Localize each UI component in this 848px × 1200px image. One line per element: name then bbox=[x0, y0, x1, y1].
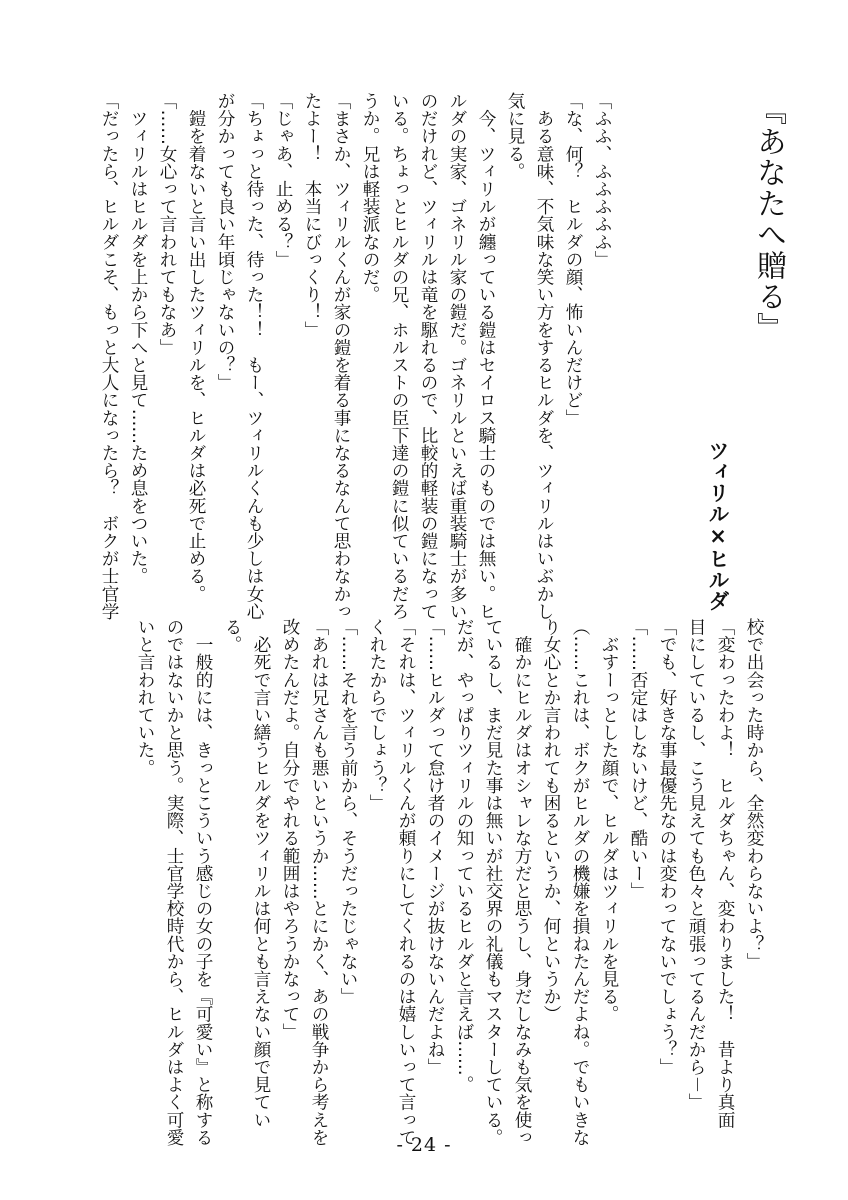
text-column: 改めたんだよ。自分でやれる範囲はやろうかなって」 bbox=[280, 618, 300, 1041]
text-column: 「それは、ツィリルくんが頼りにしてくれるのは嬉しいって言って bbox=[396, 618, 416, 1146]
text-column: 「……女心って言われてもなあ」 bbox=[157, 92, 177, 356]
text-column: が分かっても良い年頃じゃないの？」 bbox=[215, 92, 235, 392]
text-column: ツィリルはヒルダを上から下へと見て……ため息をついた。 bbox=[128, 92, 148, 585]
text-column: 一般的には、きっとこういう感じの女の子を『可愛い』と称する bbox=[193, 618, 213, 1146]
pairing-label: ツィリル×ヒルダ bbox=[706, 440, 730, 611]
text-column: いる。ちょっとヒルダの兄、ホルストの臣下達の鎧に似ているだろ bbox=[389, 92, 409, 620]
text-column: のだけれど、ツィリルは竜を駆れるので、比較的軽装の鎧になって bbox=[418, 92, 438, 620]
text-column: 「変わったわよ！ ヒルダちゃん、変わりました！ 昔より真面 bbox=[715, 618, 735, 1129]
text-column: 鎧を着ないと言い出したツィリルを、ヒルダは必死で止める。 bbox=[186, 92, 206, 603]
text-column: （……これは、ボクがヒルダの機嫌を損ねたんだよね。でもいきな bbox=[570, 618, 590, 1146]
text-column: 必死で言い繕うヒルダをツィリルは何とも言えない顔で見てい bbox=[251, 618, 271, 1129]
text-column: 「まさか、ツィリルくんが家の鎧を着る事になるなんて思わなかっ bbox=[331, 92, 351, 620]
text-column: 「ふふ、ふふふふふ」 bbox=[592, 92, 612, 268]
text-column: 「でも、好きな事最優先なのは変わってないでしょう？」 bbox=[657, 618, 677, 1076]
text-column: 校で出会った時から、全然変わらないよ？」 bbox=[744, 618, 764, 970]
text-column: 「ちょっと待った、待った！！ もー、ツィリルくんも少しは女心 bbox=[244, 92, 264, 620]
text-column: 目にしているし、こう見えても色々と頑張ってるんだから－」 bbox=[686, 618, 706, 1111]
page-number: - 24 - bbox=[396, 1134, 452, 1156]
story-title: 『あなたへ贈る』 bbox=[751, 95, 786, 343]
text-column: 今、ツィリルが纏っている鎧はセイロス騎士のものでは無い。ヒ bbox=[476, 92, 496, 620]
text-column: 「……ヒルダって怠け者のイメージが抜けないんだよね」 bbox=[425, 618, 445, 1076]
text-column: 「……否定はしないけど、酷いー」 bbox=[628, 618, 648, 900]
text-column: る。 bbox=[222, 618, 242, 654]
text-column: 「だったら、ヒルダこそ、もっと大人になったら？ ボクが士官学 bbox=[99, 92, 119, 620]
text-column: 「じゃあ、止める？」 bbox=[273, 92, 293, 268]
text-column: り女心とか言われても困るというか、何というか） bbox=[541, 618, 561, 1023]
text-column: 「あれは兄さんも悪いというか……とにかく、あの戦争から考えを bbox=[309, 618, 329, 1146]
text-column: のではないかと思う。実際、士官学校時代から、ヒルダはよく可愛 bbox=[164, 618, 184, 1146]
text-column: くれたからでしょう？」 bbox=[367, 618, 387, 812]
text-column: たよー！ 本当にびっくり！」 bbox=[302, 92, 322, 339]
text-column: 「な、何？ ヒルダの顔、怖いんだけど」 bbox=[563, 92, 583, 427]
text-column: うか。兄は軽装派なのだ。 bbox=[360, 92, 380, 304]
text-column: ているし、まだ見た事は無いが社交界の礼儀もマスターしている。 bbox=[483, 618, 503, 1146]
text-column: いと言われていた。 bbox=[135, 618, 155, 777]
text-column: ある意味、不気味な笑い方をするヒルダを、ツィリルはいぶかし bbox=[534, 92, 554, 620]
text-column: 気に見る。 bbox=[505, 92, 525, 180]
text-column: 確かにヒルダはオシャレな方だと思うし、身だしなみも気を使っ bbox=[512, 618, 532, 1146]
text-column: ぶすーっとした顔で、ヒルダはツィリルを見る。 bbox=[599, 618, 619, 1023]
text-column: だが、やっぱりツィリルの知っているヒルダと言えば……。 bbox=[454, 618, 474, 1094]
text-block-upper bbox=[99, 92, 616, 620]
text-column: ルダの実家、ゴネリル家の鎧だ。ゴネリルといえば重装騎士が多い bbox=[447, 92, 467, 620]
text-column: 「……それを言う前から、そうだったじゃない」 bbox=[338, 618, 358, 1006]
